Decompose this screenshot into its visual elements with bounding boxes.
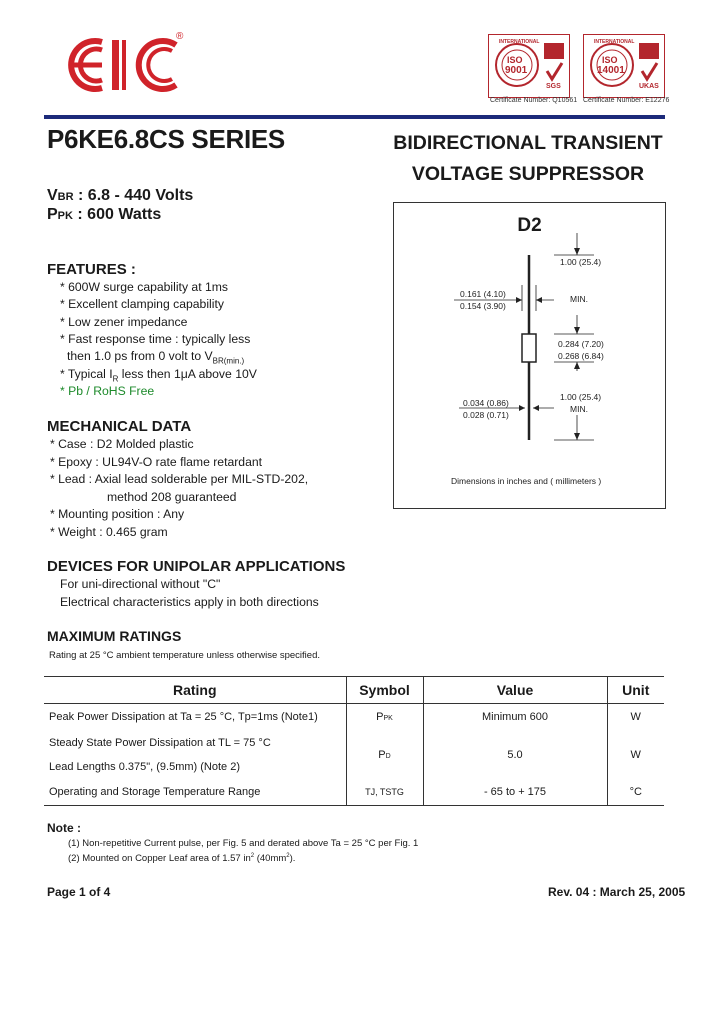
vbr-subscript: BR bbox=[57, 191, 74, 203]
symbol-sub: PK bbox=[383, 714, 393, 722]
ppk-value: : 600 Watts bbox=[77, 206, 162, 223]
subtitle-line-2: VOLTAGE SUPPRESSOR bbox=[411, 163, 645, 185]
cert2-top-text: INTERNATIONAL bbox=[594, 39, 635, 45]
dim-body-length-min: 0.268 (6.84) bbox=[558, 351, 604, 361]
devices-heading: DEVICES FOR UNIPOLAR APPLICATIONS bbox=[47, 558, 346, 575]
vbr-spec bbox=[47, 187, 193, 205]
symbol-cell bbox=[346, 780, 423, 806]
note2-suffix: ). bbox=[289, 853, 296, 865]
symbol-cell bbox=[346, 730, 423, 780]
feature-item-pb-rohs: * Pb / RoHS Free bbox=[60, 384, 155, 398]
vbr-value: : 6.8 - 440 Volts bbox=[78, 187, 194, 204]
mechanical-item: * Lead : Axial lead solderable per MIL-STD-202, bbox=[50, 472, 309, 486]
max-ratings-table bbox=[44, 676, 664, 806]
subtitle-line-1: BIDIRECTIONAL TRANSIENT bbox=[393, 132, 663, 154]
rating-line-1: Steady State Power Dissipation at TL = 75 °C bbox=[49, 736, 271, 749]
ppk-subscript: PK bbox=[57, 210, 73, 222]
feature-item: * Fast response time : typically less bbox=[60, 332, 251, 346]
ir-suffix: less then 1μA above 10V bbox=[118, 367, 257, 381]
col-unit: Unit bbox=[607, 677, 664, 704]
mechanical-item: * Mounting position : Any bbox=[50, 507, 185, 521]
cert1-iso-text: ISO bbox=[507, 55, 523, 65]
notes-heading: Note : bbox=[47, 821, 81, 835]
feature-item-continuation bbox=[67, 349, 244, 365]
dim-length-top-min: MIN. bbox=[570, 294, 588, 304]
table-header-row bbox=[44, 677, 664, 704]
revision-date: Rev. 04 : March 25, 2005 bbox=[548, 885, 686, 899]
header-rule bbox=[44, 115, 665, 119]
page-number: Page 1 of 4 bbox=[47, 885, 111, 899]
feature-item-typical-ir bbox=[60, 367, 257, 383]
dim-lead-dia-min: 0.154 (3.90) bbox=[460, 301, 506, 311]
cert1-top-text: INTERNATIONAL bbox=[499, 39, 540, 45]
note-2 bbox=[68, 853, 295, 864]
col-value: Value bbox=[423, 677, 607, 704]
cert2-number: 14001 bbox=[597, 65, 625, 76]
feature-item: * 600W surge capability at 1ms bbox=[60, 280, 228, 294]
cert1-number: 9001 bbox=[505, 65, 528, 76]
devices-line: Electrical characteristics apply in both directions bbox=[60, 595, 319, 609]
feature-item: * Excellent clamping capability bbox=[60, 297, 224, 311]
feature-item: * Low zener impedance bbox=[60, 315, 188, 329]
symbol-base: TJ, TSTG bbox=[365, 787, 404, 798]
table-row bbox=[44, 780, 664, 806]
unit-cell: W bbox=[607, 730, 664, 780]
mechanical-item: * Weight : 0.465 gram bbox=[50, 525, 168, 539]
ratings-subnote: Rating at 25 °C ambient temperature unless otherwise specified. bbox=[49, 650, 320, 661]
vbr-symbol: V bbox=[47, 187, 58, 204]
d2-package-diagram bbox=[393, 202, 666, 509]
mechanical-item: * Case : D2 Molded plastic bbox=[50, 437, 194, 451]
note2-text: (2) Mounted on Copper Leaf area of 1.57 in bbox=[68, 853, 251, 865]
note2-sup: 2 bbox=[286, 853, 290, 859]
dim-wire-max: 0.034 (0.86) bbox=[463, 398, 509, 408]
cert2-badge: UKAS bbox=[639, 83, 659, 90]
vbr-min-subscript: BR(min.) bbox=[212, 356, 245, 366]
iso-14001-certification-mark bbox=[583, 34, 665, 98]
dim-lead-dia-max: 0.161 (4.10) bbox=[460, 289, 506, 299]
dim-length-bottom: 1.00 (25.4) bbox=[560, 392, 602, 402]
max-ratings-heading: MAXIMUM RATINGS bbox=[47, 628, 182, 644]
value-cell: - 65 to + 175 bbox=[423, 780, 607, 806]
dimension-caption: Dimensions in inches and ( millimeters ) bbox=[451, 476, 602, 486]
dim-length-bottom-min: MIN. bbox=[570, 404, 588, 414]
symbol-base: P bbox=[376, 710, 384, 723]
col-rating: Rating bbox=[44, 677, 346, 704]
rating-cell bbox=[44, 730, 346, 780]
cert1-badge: SGS bbox=[546, 83, 561, 90]
note2-mid: (40mm bbox=[254, 853, 287, 865]
devices-line: For uni-directional without "C" bbox=[60, 577, 221, 591]
symbol-cell bbox=[346, 704, 423, 730]
ppk-spec bbox=[47, 206, 161, 224]
table-row bbox=[44, 730, 664, 780]
table-row bbox=[44, 704, 664, 730]
rating-cell: Operating and Storage Temperature Range bbox=[44, 780, 346, 806]
mechanical-item-continuation: method 208 guaranteed bbox=[107, 490, 237, 504]
ir-subscript: R bbox=[112, 374, 119, 384]
continuation-text: then 1.0 ps from 0 volt to V bbox=[67, 349, 213, 363]
ir-prefix: * Typical I bbox=[60, 367, 113, 381]
col-symbol: Symbol bbox=[346, 677, 423, 704]
dim-length-top: 1.00 (25.4) bbox=[560, 257, 602, 267]
unit-cell: W bbox=[607, 704, 664, 730]
value-cell: 5.0 bbox=[423, 730, 607, 780]
page-subtitle bbox=[393, 128, 663, 190]
ppk-symbol: P bbox=[47, 206, 58, 223]
eic-logo bbox=[58, 34, 190, 96]
unit-cell: °C bbox=[607, 780, 664, 806]
cert1-caption: Certificate Number: Q10561 bbox=[490, 97, 578, 104]
note2-sup: 2 bbox=[250, 853, 255, 859]
value-cell: Minimum 600 bbox=[423, 704, 607, 730]
iso-9001-certification-mark bbox=[488, 34, 570, 98]
mechanical-heading: MECHANICAL DATA bbox=[47, 418, 192, 435]
cert2-iso-text: ISO bbox=[602, 55, 618, 65]
cert2-caption: Certificate Number: E12276 bbox=[583, 97, 670, 104]
package-outline-drawing bbox=[394, 203, 665, 508]
rating-line-2: Lead Lengths 0.375", (9.5mm) (Note 2) bbox=[49, 760, 241, 773]
symbol-sub: D bbox=[385, 752, 391, 760]
rating-cell: Peak Power Dissipation at Ta = 25 °C, Tp=1ms (Note1) bbox=[49, 710, 318, 723]
symbol-base: P bbox=[378, 748, 386, 761]
dim-wire-min: 0.028 (0.71) bbox=[463, 410, 509, 420]
package-label: D2 bbox=[517, 215, 542, 236]
note-1: (1) Non-repetitive Current pulse, per Fig. 5 and derated above Ta = 25 °C per Fig. 1 bbox=[68, 838, 419, 849]
mechanical-item: * Epoxy : UL94V-O rate flame retardant bbox=[50, 455, 263, 469]
features-heading: FEATURES : bbox=[47, 261, 136, 278]
page-title: P6KE6.8CS SERIES bbox=[47, 124, 285, 154]
registered-mark: ® bbox=[176, 31, 184, 42]
dim-body-length-max: 0.284 (7.20) bbox=[558, 339, 604, 349]
